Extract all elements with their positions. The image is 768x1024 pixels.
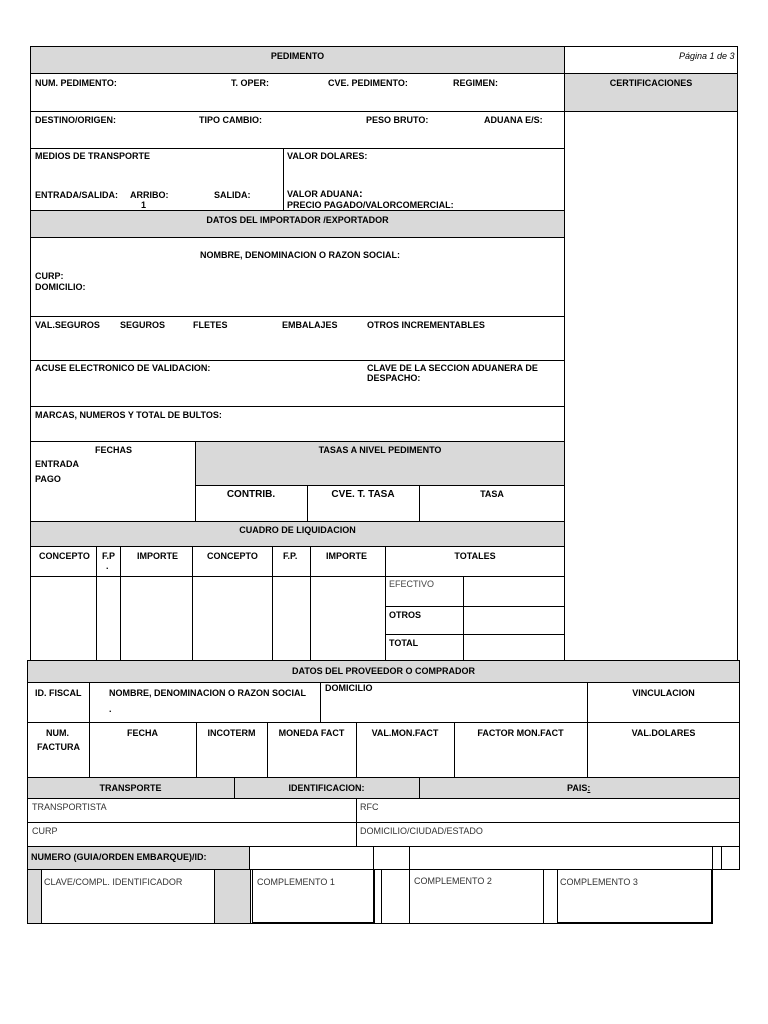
guia-cell-2 — [373, 846, 410, 870]
num-label: NUM. — [46, 728, 69, 738]
domicilio-label: DOMICILIO: — [35, 282, 86, 292]
precio-pagado-label: PRECIO PAGADO/VALORCOMERCIAL: — [287, 200, 454, 210]
complemento3-label: COMPLEMENTO 3 — [560, 877, 638, 887]
transportista-label: TRANSPORTISTA — [32, 802, 107, 812]
id-fiscal-label: ID. FISCAL — [35, 688, 82, 698]
numero-guia-label: NUMERO (GUIA/ORDEN EMBARQUE)/ID: — [31, 852, 207, 862]
rfc-label: RFC — [360, 802, 379, 812]
identificacion-label: IDENTIFICACION: — [288, 783, 365, 793]
val-mon-fact-label: VAL.MON.FACT — [371, 728, 439, 738]
guia-cell-5 — [721, 846, 740, 870]
regimen-label: REGIMEN: — [453, 78, 498, 88]
otros-incrementables-label: OTROS INCREMENTABLES — [367, 320, 485, 330]
liq-fp-label: F.P — [102, 551, 116, 561]
valor-dolares-label: VALOR DOLARES: — [287, 151, 368, 161]
certificaciones-column — [564, 73, 738, 661]
factura-label: FACTURA — [37, 742, 80, 752]
aduana-label: ADUANA E/S: — [484, 115, 543, 125]
seguros-label: SEGUROS — [120, 320, 166, 330]
cve-pedimento-label: CVE. PEDIMENTO: — [328, 78, 408, 88]
page-number: Página 1 de 3 — [679, 51, 735, 61]
fecha-label: FECHA — [127, 728, 158, 738]
contrib-label: CONTRIB. — [226, 489, 276, 500]
complemento2-label: COMPLEMENTO 2 — [414, 876, 492, 886]
num-pedimento-label: NUM. PEDIMENTO: — [35, 78, 117, 88]
total-label: TOTAL — [389, 638, 419, 648]
vinculacion-label: VINCULACION — [632, 688, 695, 698]
importador-title: DATOS DEL IMPORTADOR /EXPORTADOR — [206, 215, 389, 225]
cve-t-tasa-label: CVE. T. TASA — [331, 489, 395, 500]
arribo-label: ARRIBO: — [130, 190, 169, 200]
liq-importe-label: IMPORTE — [137, 551, 179, 561]
clave-compl-gap — [214, 869, 251, 924]
liq-concepto-label: CONCEPTO — [39, 551, 90, 561]
fecha-pago-label: PAGO — [35, 474, 61, 484]
complemento1-label: COMPLEMENTO 1 — [257, 877, 335, 887]
peso-bruto-label: PESO BRUTO: — [366, 115, 429, 125]
proveedor-domicilio-label: DOMICILIO — [325, 683, 373, 693]
totales-label: TOTALES — [454, 551, 496, 561]
transporte-curp-label: CURP — [32, 826, 58, 836]
guia-cell-3 — [409, 846, 713, 870]
medios-transporte-label: MEDIOS DE TRANSPORTE — [35, 151, 151, 161]
acuse-label: ACUSE ELECTRONICO DE VALIDACION: — [35, 363, 211, 373]
transporte-domicilio-label: DOMICILIO/CIUDAD/ESTADO — [360, 826, 483, 836]
clave-compl-label: CLAVE/COMPL. IDENTIFICADOR — [44, 877, 183, 887]
fecha-entrada-label: ENTRADA — [35, 459, 79, 469]
liq-concepto2-label: CONCEPTO — [207, 551, 258, 561]
curp-label: CURP: — [35, 271, 64, 281]
entrada-salida-label: ENTRADA/SALIDA: — [35, 190, 118, 200]
proveedor-nombre-dot: . — [109, 704, 112, 714]
importador-nombre-label: NOMBRE, DENOMINACION O RAZON SOCIAL: — [200, 250, 400, 260]
clave-seccion-line2: DESPACHO: — [367, 373, 421, 383]
pedimento-title: PEDIMENTO — [270, 51, 325, 61]
incoterm-label: INCOTERM — [207, 728, 256, 738]
clave-compl-left-gap — [27, 869, 42, 924]
proveedor-title: DATOS DEL PROVEEDOR O COMPRADOR — [291, 666, 476, 676]
val-dolares-label: VAL.DOLARES — [631, 728, 696, 738]
t-oper-label: T. OPER: — [231, 78, 270, 88]
destino-origen-label: DESTINO/ORIGEN: — [35, 115, 117, 125]
marcas-label: MARCAS, NUMEROS Y TOTAL DE BULTOS: — [35, 410, 222, 420]
fechas-title: FECHAS — [95, 445, 133, 455]
arribo-value: 1 — [141, 200, 147, 210]
tasas-title: TASAS A NIVEL PEDIMENTO — [318, 445, 442, 455]
factor-mon-fact-label: FACTOR MON.FACT — [477, 728, 564, 738]
clave-seccion-line1: CLAVE DE LA SECCION ADUANERA DE — [367, 363, 538, 373]
pais-label: PAIS: — [567, 783, 591, 793]
proveedor-nombre-label: NOMBRE, DENOMINACION O RAZON SOCIAL — [109, 688, 306, 698]
moneda-fact-label: MONEDA FACT — [278, 728, 345, 738]
liq-importe2-label: IMPORTE — [326, 551, 368, 561]
otros-label: OTROS — [389, 610, 422, 620]
efectivo-label: EFECTIVO — [389, 579, 435, 589]
valor-aduana-label: VALOR ADUANA: — [287, 188, 363, 200]
certificaciones-label: CERTIFICACIONES — [609, 78, 693, 88]
val-seguros-label: VAL.SEGUROS — [35, 320, 100, 330]
numero-guia-value — [249, 846, 374, 870]
tasa-label: TASA — [480, 489, 504, 499]
embalajes-label: EMBALAJES — [282, 320, 338, 330]
salida-label: SALIDA: — [214, 190, 251, 200]
liq-fp2-label: F.P. — [283, 551, 298, 561]
transporte-label: TRANSPORTE — [99, 783, 162, 793]
tipo-cambio-label: TIPO CAMBIO: — [199, 115, 262, 125]
fletes-label: FLETES — [193, 320, 228, 330]
liq-fp-dot: . — [106, 561, 109, 571]
liquidacion-title: CUADRO DE LIQUIDACION — [239, 525, 356, 535]
